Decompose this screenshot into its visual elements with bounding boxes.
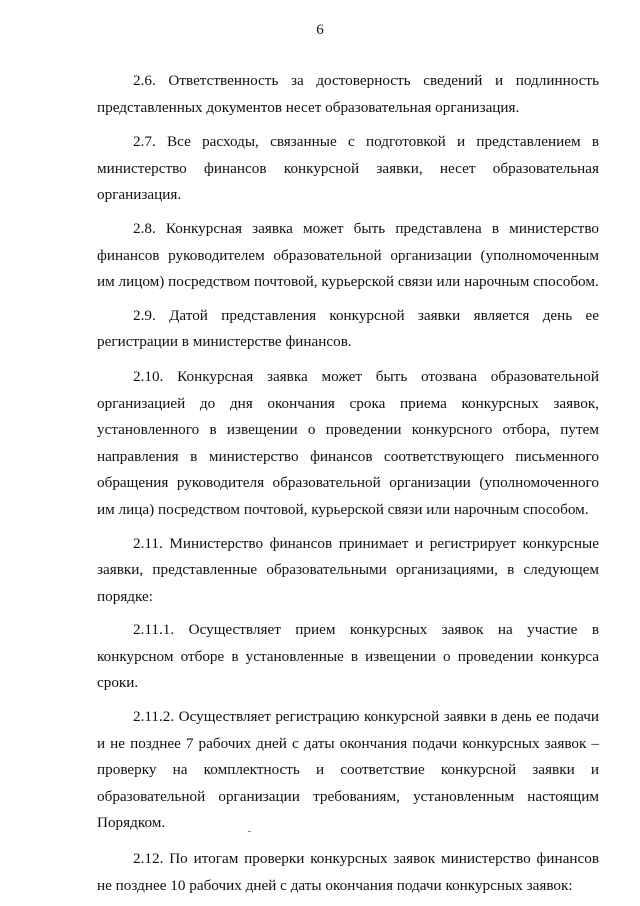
paragraph-2-6: 2.6. Ответственность за достоверность сведений и подлинность представленных документов несет образовательная организация. bbox=[97, 72, 599, 116]
paragraph-2-11: 2.11. Министерство финансов принимает и регистрирует конкурсные заявки, представленные образовательными организациями, в следующем порядке: bbox=[97, 534, 599, 605]
page-number: 6 bbox=[316, 22, 324, 38]
paragraph-2-7: 2.7. Все расходы, связанные с подготовкой и представлением в министерство финансов конкурсной заявки, несет образовательная организация. bbox=[97, 133, 599, 204]
paragraph-2-8: 2.8. Конкурсная заявка может быть представлена в министерство финансов руководителем образовательной организации (уполномоченным им лицом) посредством почтовой, курьерской связи или нарочным способом. bbox=[97, 219, 599, 291]
scan-dot bbox=[248, 831, 251, 832]
paragraph-2-12: 2.12. По итогам проверки конкурсных заявок министерство финансов не позднее 10 рабочих дней с даты окончания подачи конкурсных заявок: bbox=[97, 850, 599, 894]
paragraph-2-9: 2.9. Датой представления конкурсной заявки является день ее регистрации в министерстве финансов. bbox=[97, 306, 599, 351]
document-body bbox=[97, 68, 599, 906]
paragraph-2-11-1: 2.11.1. Осуществляет прием конкурсных заявок на участие в конкурсном отборе в установленные в извещении о проведении конкурса сроки. bbox=[97, 621, 599, 692]
paragraph-2-10: 2.10. Конкурсная заявка может быть отозвана образовательной организацией до дня окончания срока приема конкурсных заявок, установленного в извещении о проведении конкурсного отбора, путем направления в министерство финансов соответствующего письменного обращения руководителя образовательной организации (уполномоченного им лица) посредством почтовой, курьерской связи или нарочным способом. bbox=[97, 367, 599, 518]
paragraph-2-11-2: 2.11.2. Осуществляет регистрацию конкурсной заявки в день ее подачи и не позднее 7 рабочих дней с даты окончания подачи конкурсных заявок – проверку на комплектность и соответствие конкурсной заявки и образовательной организации требованиям, установленным настоящим Порядком. bbox=[97, 708, 599, 832]
